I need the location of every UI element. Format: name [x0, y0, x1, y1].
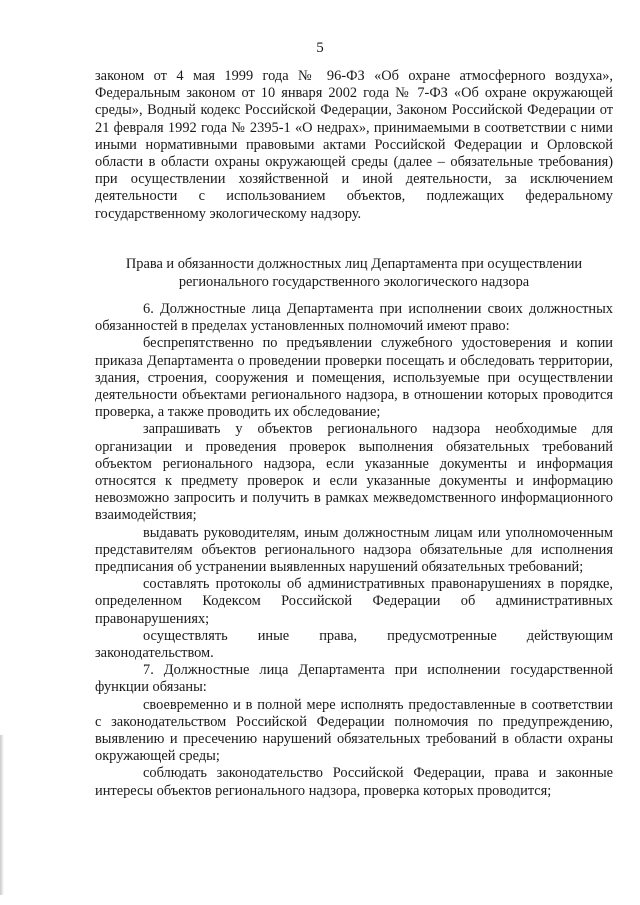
paragraph: осуществлять иные права, предусмотренные действующим законодательством. — [95, 627, 613, 662]
intro-paragraph: законом от 4 мая 1999 года № 96-ФЗ «Об охране атмосферного воздуха», Федеральным законом от 10 января 2002 года № 7-ФЗ «Об охране окружающей среды», Водный кодекс Российской Федерации, Законом Российской Федерации от 21 февраля 1992 года № 2395-1 «О недрах», принимаемыми в соответствии с ними иными нормативными правовыми актами Российской Федерации и Орловской области в области охраны окружающей среды (далее – обязательные требования) при осуществлении хозяйственной и иной деятельности, за исключением деятельности с использованием объектов, подлежащих федеральному государственному экологическому надзору. — [95, 68, 613, 222]
paragraph: соблюдать законодательство Российской Федерации, права и законные интересы объектов регионального надзора, проверка которых проводится; — [95, 765, 613, 799]
paragraph: своевременно и в полной мере исполнять предоставленные в соответствии с законодательством Российской Федерации полномочия по предупреждению, выявлению и пресечению нарушений обязательных требований в области охраны окружающей среды; — [95, 696, 613, 765]
intro-block — [95, 68, 613, 223]
paragraph: 6. Должностные лица Департамента при исполнении своих должностных обязанностей в пределах установленных полномочий имеют право: — [95, 301, 613, 335]
section-heading: Права и обязанности должностных лиц Департамента при осуществлении регионального государственного экологического надзора — [125, 256, 583, 290]
paragraph: запрашивать у объектов регионального надзора необходимые для организации и проведения проверок выполнения обязательных требований объектом регионального надзора, если указанные документы и информация относятся к предмету проверок и если указанные документы и информацию невозможно запросить и получить в рамках межведомственного информационного взаимодействия; — [95, 421, 613, 524]
scan-edge-shadow — [0, 735, 4, 895]
paragraph: беспрепятственно по предъявлении служебного удостоверения и копии приказа Департамента о проведении проверки посещать и обследовать территории, здания, строения, сооружения и помещения, используемые при осуществлении деятельности объектами регионального надзора, в отношении которых проводится проверка, а также проводить их обследование; — [95, 335, 613, 421]
paragraph: выдавать руководителям, иным должностным лицам или уполномоченным представителям объектов регионального надзора обязательные для исполнения предписания об устранении выявленных нарушений обязательных требований; — [95, 524, 613, 576]
paragraph: 7. Должностные лица Департамента при исполнении государственной функции обязаны: — [95, 662, 613, 696]
page-number: 5 — [316, 40, 324, 56]
paragraph: составлять протоколы об административных правонарушениях в порядке, определенном Кодексом Российской Федерации об административных правонарушениях; — [95, 576, 613, 627]
section-body — [95, 301, 613, 800]
